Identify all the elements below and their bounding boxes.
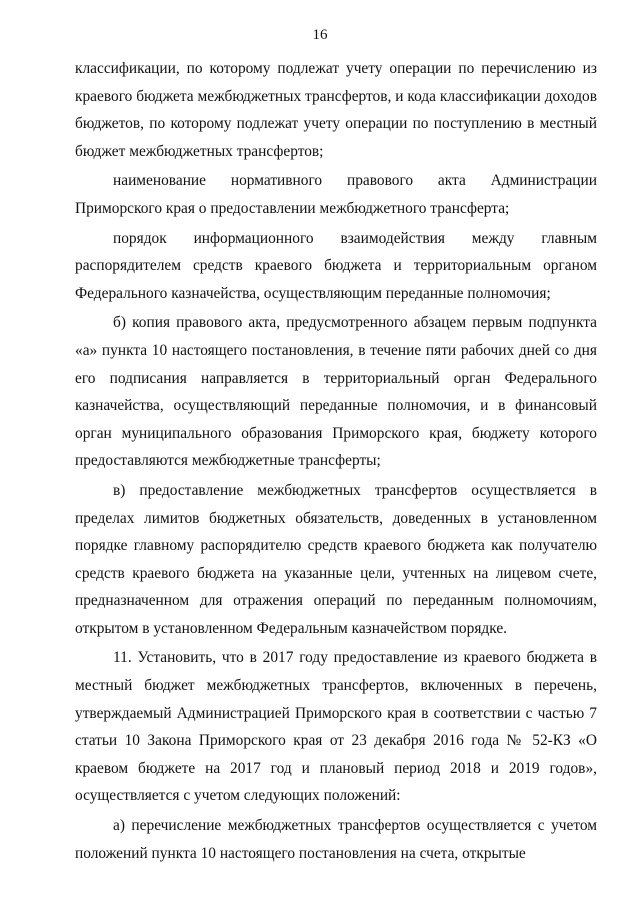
paragraph-classification-codes: классификации, по которому подлежат учету операции по перечислению из краевого бюджета межбюджетных трансфертов, и кода классификации доходов бюджетов, по которому подлежат учету операции по поступлению в местный бюджет межбюджетных трансфертов;: [75, 60, 597, 160]
paragraph-item-b: б) копия правового акта, предусмотренного абзацем первым подпункта «а» пункта 10 настоящего постановления, в течение пяти рабочих дней со дня его подписания направляется в территориальный орган Федерального казначейства, осуществляющий переданные полномочия, и в финансовый орган муниципального образования Приморского края, бюджету которого предоставляются межбюджетные трансферты;: [75, 314, 597, 470]
paragraph-item-v: в) предоставление межбюджетных трансфертов осуществляется в пределах лимитов бюджетных обязательств, доведенных в установленном порядке главному распорядителю средств краевого бюджета как получателю средств краевого бюджета на указанные цели, учтенных на лицевом счете, предназначенном для отражения операций по переданным полномочиям, открытом в установленном Федеральным казначейством порядке.: [75, 481, 597, 637]
page-number: 16: [312, 27, 328, 43]
paragraph-clause-11-item-a: а) перечисление межбюджетных трансфертов осуществляется с учетом положений пункта 10 настоящего постановления на счета, открытые: [75, 817, 597, 862]
paragraph-interaction-procedure: порядок информационного взаимодействия между главным распорядителем средств краевого бюджета и территориальным органом Федерального казначейства, осуществляющим переданные полномочия;: [75, 229, 597, 302]
paragraph-normative-act-name: наименование нормативного правового акта Администрации Приморского края о предоставлении межбюджетного трансферта;: [75, 172, 597, 217]
paragraph-clause-11: 11. Установить, что в 2017 году предоставление из краевого бюджета в местный бюджет межбюджетных трансфертов, включенных в перечень, утверждаемый Администрацией Приморского края в соответствии с частью 7 статьи 10 Закона Приморского края от 23 декабря 2016 года № 52-КЗ «О краевом бюджете на 2017 год и плановый период 2018 и 2019 годов», осуществляется с учетом следующих положений:: [75, 649, 597, 805]
document-body: [75, 55, 597, 867]
